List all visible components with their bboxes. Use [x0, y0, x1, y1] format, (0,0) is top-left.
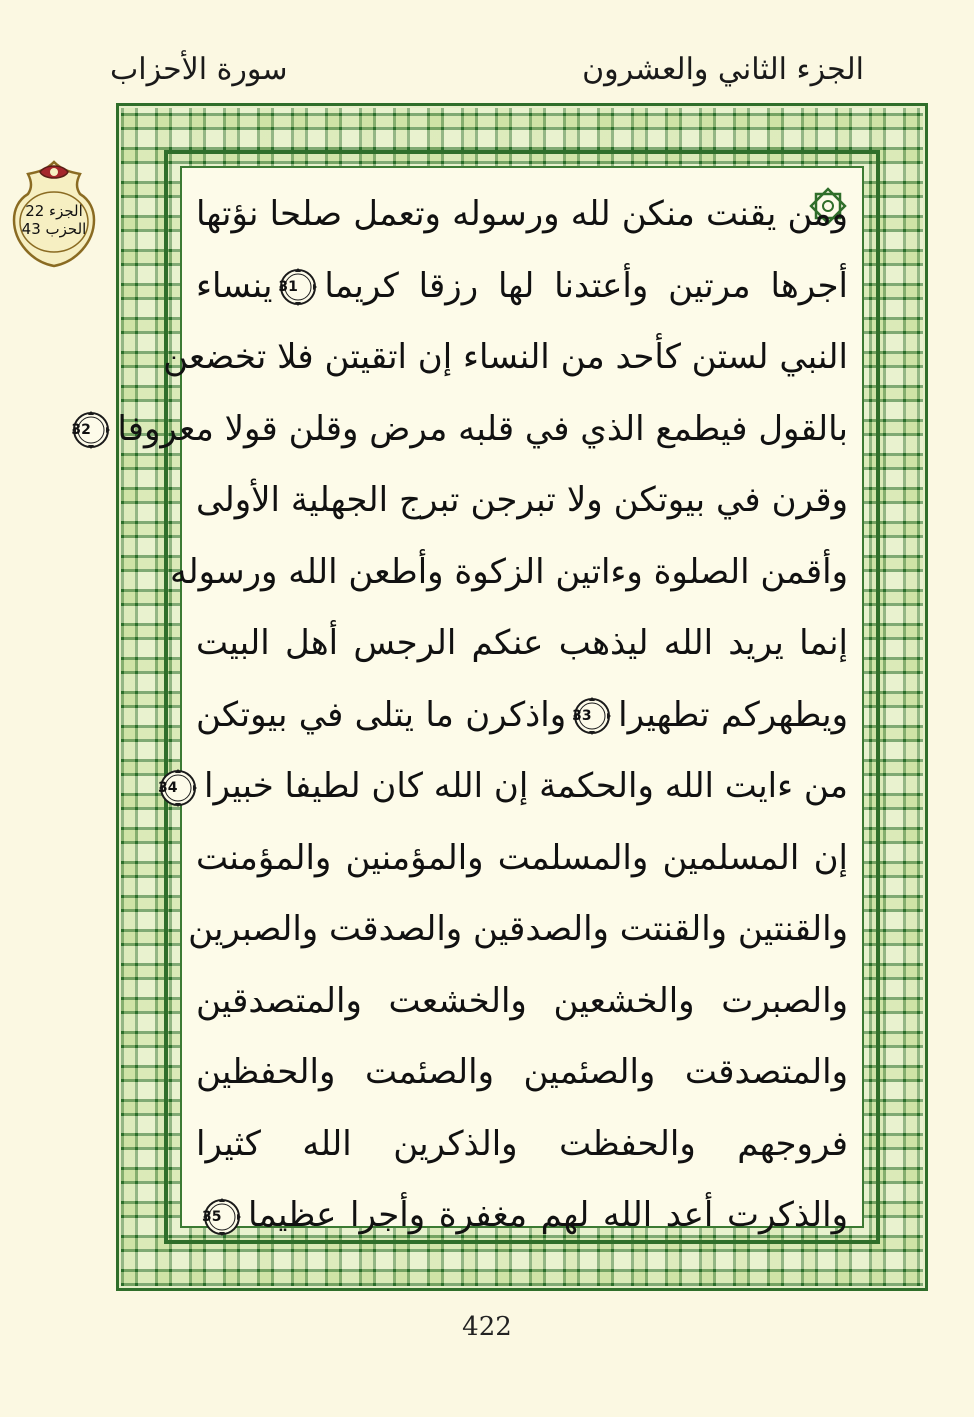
verse-line — [196, 1034, 848, 1110]
ayah-number: 34 — [158, 779, 178, 796]
ayah-number-marker — [278, 267, 318, 307]
ayah-number-marker — [572, 696, 612, 736]
verse-line — [196, 1106, 848, 1182]
verse-text: النبي لستن كأحد من النساء إن اتقيتن فلا تخضعن — [163, 337, 848, 377]
verse-text: ومن يقنت منكن لله ورسوله وتعمل صلحا نؤتها — [196, 194, 848, 234]
ayah-number-marker — [158, 768, 198, 808]
ayah-number: 35 — [202, 1208, 222, 1225]
verse-line — [196, 605, 848, 681]
verse-text: واذكرن ما يتلى في بيوتكن — [196, 694, 567, 735]
verse-line — [196, 677, 848, 753]
verse-line — [188, 891, 848, 967]
verse-line — [196, 820, 848, 896]
surah-title: سورة الأحزاب — [110, 52, 288, 87]
verse-line — [196, 963, 848, 1039]
badge-juz-label: الجزء 22 — [25, 202, 83, 220]
verse-line — [196, 1177, 848, 1253]
verse-line — [170, 534, 848, 610]
verse-text: ويطهركم تطهيرا — [618, 694, 848, 735]
ayah-number-marker — [202, 1197, 242, 1237]
ayah-number: 32 — [71, 422, 91, 438]
ayah-number: 31 — [278, 279, 298, 295]
verse-text: أجرها مرتين وأعتدنا لها رزقا كريما — [324, 265, 848, 306]
verse-text: بالقول فيطمع الذي في قلبه مرض وقلن قولا معروفا — [117, 408, 848, 449]
verse-text: إنما يريد الله ليذهب عنكم الرجس أهل البيت — [196, 623, 848, 663]
juz-title: الجزء الثاني والعشرون — [582, 52, 864, 87]
verse-text: فروجهم والحفظت والذكرين الله كثيرا — [196, 1123, 848, 1164]
verse-text: من ءايت الله والحكمة إن الله كان لطيفا خبيرا — [204, 766, 848, 806]
verse-text: وأقمن الصلوة وءاتين الزكوة وأطعن الله ورسوله — [170, 551, 848, 592]
verse-text: ينساء — [196, 265, 273, 306]
ayah-number-marker — [71, 410, 111, 450]
ayah-number: 33 — [572, 708, 592, 724]
verse-text: إن المسلمين والمسلمت والمؤمنين والمؤمنت — [196, 837, 848, 878]
juz-hizb-badge — [10, 158, 98, 270]
verse-line — [158, 748, 848, 824]
verse-text: والذكرت أعد الله لهم مغفرة وأجرا عظيما — [248, 1195, 848, 1235]
page-number: 422 — [462, 1312, 512, 1342]
badge-hizb-label: الحزب 43 — [21, 220, 87, 238]
verse-text: والمتصدقت والصئمين والصئمت والحفظين — [196, 1052, 848, 1092]
verse-line — [196, 462, 848, 538]
verse-text: وقرن في بيوتكن ولا تبرجن تبرج الجهلية الأولى — [196, 480, 848, 520]
verse-line — [196, 248, 848, 324]
verse-text: والقنتين والقنتت والصدقين والصدقت والصبرين — [188, 909, 848, 949]
verse-line — [163, 319, 848, 395]
verse-line — [196, 176, 848, 252]
verse-line — [71, 391, 848, 467]
verse-text: والصبرت والخشعين والخشعت والمتصدقين — [196, 980, 848, 1021]
